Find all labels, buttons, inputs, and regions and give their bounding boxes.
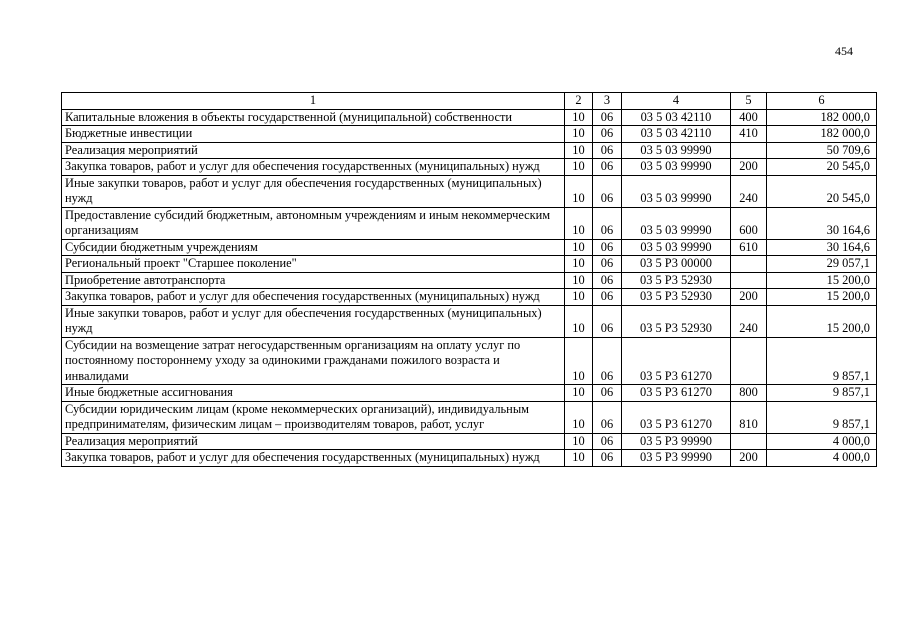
row-name-cell: Закупка товаров, работ и услуг для обеспечения государственных (муниципальных) нужд (62, 450, 565, 467)
row-section-cell: 10 (565, 109, 593, 126)
row-amount-cell: 15 200,0 (767, 289, 877, 306)
table-row (62, 401, 877, 433)
row-amount-cell: 182 000,0 (767, 109, 877, 126)
row-target-article-cell: 03 5 P3 52930 (622, 289, 731, 306)
row-subsection-cell: 06 (593, 126, 622, 143)
row-amount-cell: 182 000,0 (767, 126, 877, 143)
row-section-cell: 10 (565, 175, 593, 207)
row-name-cell: Субсидии на возмещение затрат негосударственным организациям на оплату услуг по постоянному постороннему уходу за одинокими гражданами пожилого возраста и инвалидами (62, 337, 565, 385)
row-section-cell: 10 (565, 159, 593, 176)
row-amount-cell: 15 200,0 (767, 272, 877, 289)
table-row (62, 159, 877, 176)
row-name-cell: Приобретение автотранспорта (62, 272, 565, 289)
row-expense-type-cell (731, 433, 767, 450)
row-subsection-cell: 06 (593, 159, 622, 176)
row-amount-cell: 9 857,1 (767, 401, 877, 433)
row-amount-cell: 9 857,1 (767, 385, 877, 402)
row-target-article-cell: 03 5 03 99990 (622, 207, 731, 239)
row-expense-type-cell: 240 (731, 175, 767, 207)
header-col-4: 4 (622, 93, 731, 110)
header-col-3: 3 (593, 93, 622, 110)
row-section-cell: 10 (565, 401, 593, 433)
row-subsection-cell: 06 (593, 433, 622, 450)
row-section-cell: 10 (565, 433, 593, 450)
row-target-article-cell: 03 5 P3 61270 (622, 337, 731, 385)
row-target-article-cell: 03 5 P3 99990 (622, 450, 731, 467)
row-name-cell: Субсидии юридическим лицам (кроме некоммерческих организаций), индивидуальным предпринимателям, физическим лицам – производителям товаров, работ, услуг (62, 401, 565, 433)
table-row (62, 289, 877, 306)
row-name-cell: Закупка товаров, работ и услуг для обеспечения государственных (муниципальных) нужд (62, 159, 565, 176)
header-col-1: 1 (62, 93, 565, 110)
table-row (62, 207, 877, 239)
row-expense-type-cell (731, 272, 767, 289)
row-section-cell: 10 (565, 256, 593, 273)
row-subsection-cell: 06 (593, 337, 622, 385)
row-amount-cell: 30 164,6 (767, 239, 877, 256)
row-subsection-cell: 06 (593, 175, 622, 207)
row-name-cell: Бюджетные инвестиции (62, 126, 565, 143)
row-name-cell: Закупка товаров, работ и услуг для обеспечения государственных (муниципальных) нужд (62, 289, 565, 306)
row-expense-type-cell: 200 (731, 450, 767, 467)
row-amount-cell: 29 057,1 (767, 256, 877, 273)
row-expense-type-cell: 200 (731, 159, 767, 176)
table-row (62, 305, 877, 337)
row-section-cell: 10 (565, 450, 593, 467)
table-row (62, 175, 877, 207)
row-name-cell: Иные закупки товаров, работ и услуг для обеспечения государственных (муниципальных) нужд (62, 305, 565, 337)
row-subsection-cell: 06 (593, 385, 622, 402)
row-target-article-cell: 03 5 P3 00000 (622, 256, 731, 273)
row-target-article-cell: 03 5 P3 61270 (622, 401, 731, 433)
row-section-cell: 10 (565, 239, 593, 256)
row-name-cell: Иные бюджетные ассигнования (62, 385, 565, 402)
row-subsection-cell: 06 (593, 289, 622, 306)
row-amount-cell: 50 709,6 (767, 142, 877, 159)
row-expense-type-cell (731, 142, 767, 159)
row-section-cell: 10 (565, 272, 593, 289)
table-row (62, 142, 877, 159)
row-subsection-cell: 06 (593, 305, 622, 337)
table-header-row (62, 93, 877, 110)
row-expense-type-cell: 240 (731, 305, 767, 337)
row-subsection-cell: 06 (593, 256, 622, 273)
row-section-cell: 10 (565, 337, 593, 385)
row-name-cell: Реализация мероприятий (62, 142, 565, 159)
row-subsection-cell: 06 (593, 239, 622, 256)
row-target-article-cell: 03 5 P3 52930 (622, 305, 731, 337)
row-amount-cell: 20 545,0 (767, 175, 877, 207)
row-subsection-cell: 06 (593, 450, 622, 467)
row-expense-type-cell (731, 256, 767, 273)
row-amount-cell: 4 000,0 (767, 450, 877, 467)
table-row (62, 272, 877, 289)
row-expense-type-cell: 810 (731, 401, 767, 433)
row-target-article-cell: 03 5 P3 99990 (622, 433, 731, 450)
row-section-cell: 10 (565, 126, 593, 143)
row-expense-type-cell: 600 (731, 207, 767, 239)
row-amount-cell: 20 545,0 (767, 159, 877, 176)
row-name-cell: Иные закупки товаров, работ и услуг для обеспечения государственных (муниципальных) нужд (62, 175, 565, 207)
table-row (62, 337, 877, 385)
row-name-cell: Реализация мероприятий (62, 433, 565, 450)
table-row (62, 256, 877, 273)
row-target-article-cell: 03 5 P3 61270 (622, 385, 731, 402)
row-amount-cell: 30 164,6 (767, 207, 877, 239)
header-col-6: 6 (767, 93, 877, 110)
table-row (62, 126, 877, 143)
row-subsection-cell: 06 (593, 272, 622, 289)
table-row (62, 433, 877, 450)
row-expense-type-cell: 400 (731, 109, 767, 126)
table-row (62, 450, 877, 467)
row-section-cell: 10 (565, 289, 593, 306)
row-target-article-cell: 03 5 03 99990 (622, 175, 731, 207)
row-section-cell: 10 (565, 305, 593, 337)
row-subsection-cell: 06 (593, 109, 622, 126)
row-name-cell: Капитальные вложения в объекты государственной (муниципальной) собственности (62, 109, 565, 126)
row-section-cell: 10 (565, 207, 593, 239)
row-name-cell: Региональный проект "Старшее поколение" (62, 256, 565, 273)
row-subsection-cell: 06 (593, 207, 622, 239)
table-row (62, 239, 877, 256)
row-subsection-cell: 06 (593, 401, 622, 433)
row-section-cell: 10 (565, 142, 593, 159)
row-target-article-cell: 03 5 P3 52930 (622, 272, 731, 289)
row-amount-cell: 9 857,1 (767, 337, 877, 385)
row-expense-type-cell: 610 (731, 239, 767, 256)
row-expense-type-cell: 410 (731, 126, 767, 143)
row-amount-cell: 4 000,0 (767, 433, 877, 450)
row-amount-cell: 15 200,0 (767, 305, 877, 337)
row-target-article-cell: 03 5 03 42110 (622, 109, 731, 126)
row-subsection-cell: 06 (593, 142, 622, 159)
header-col-2: 2 (565, 93, 593, 110)
table-row (62, 109, 877, 126)
row-target-article-cell: 03 5 03 99990 (622, 159, 731, 176)
header-col-5: 5 (731, 93, 767, 110)
table-row (62, 385, 877, 402)
row-target-article-cell: 03 5 03 99990 (622, 239, 731, 256)
row-target-article-cell: 03 5 03 99990 (622, 142, 731, 159)
row-expense-type-cell (731, 337, 767, 385)
row-expense-type-cell: 200 (731, 289, 767, 306)
row-target-article-cell: 03 5 03 42110 (622, 126, 731, 143)
row-section-cell: 10 (565, 385, 593, 402)
row-name-cell: Предоставление субсидий бюджетным, автономным учреждениям и иным некоммерческим организациям (62, 207, 565, 239)
row-name-cell: Субсидии бюджетным учреждениям (62, 239, 565, 256)
budget-table (61, 92, 877, 467)
row-expense-type-cell: 800 (731, 385, 767, 402)
page-number: 454 (835, 44, 853, 58)
